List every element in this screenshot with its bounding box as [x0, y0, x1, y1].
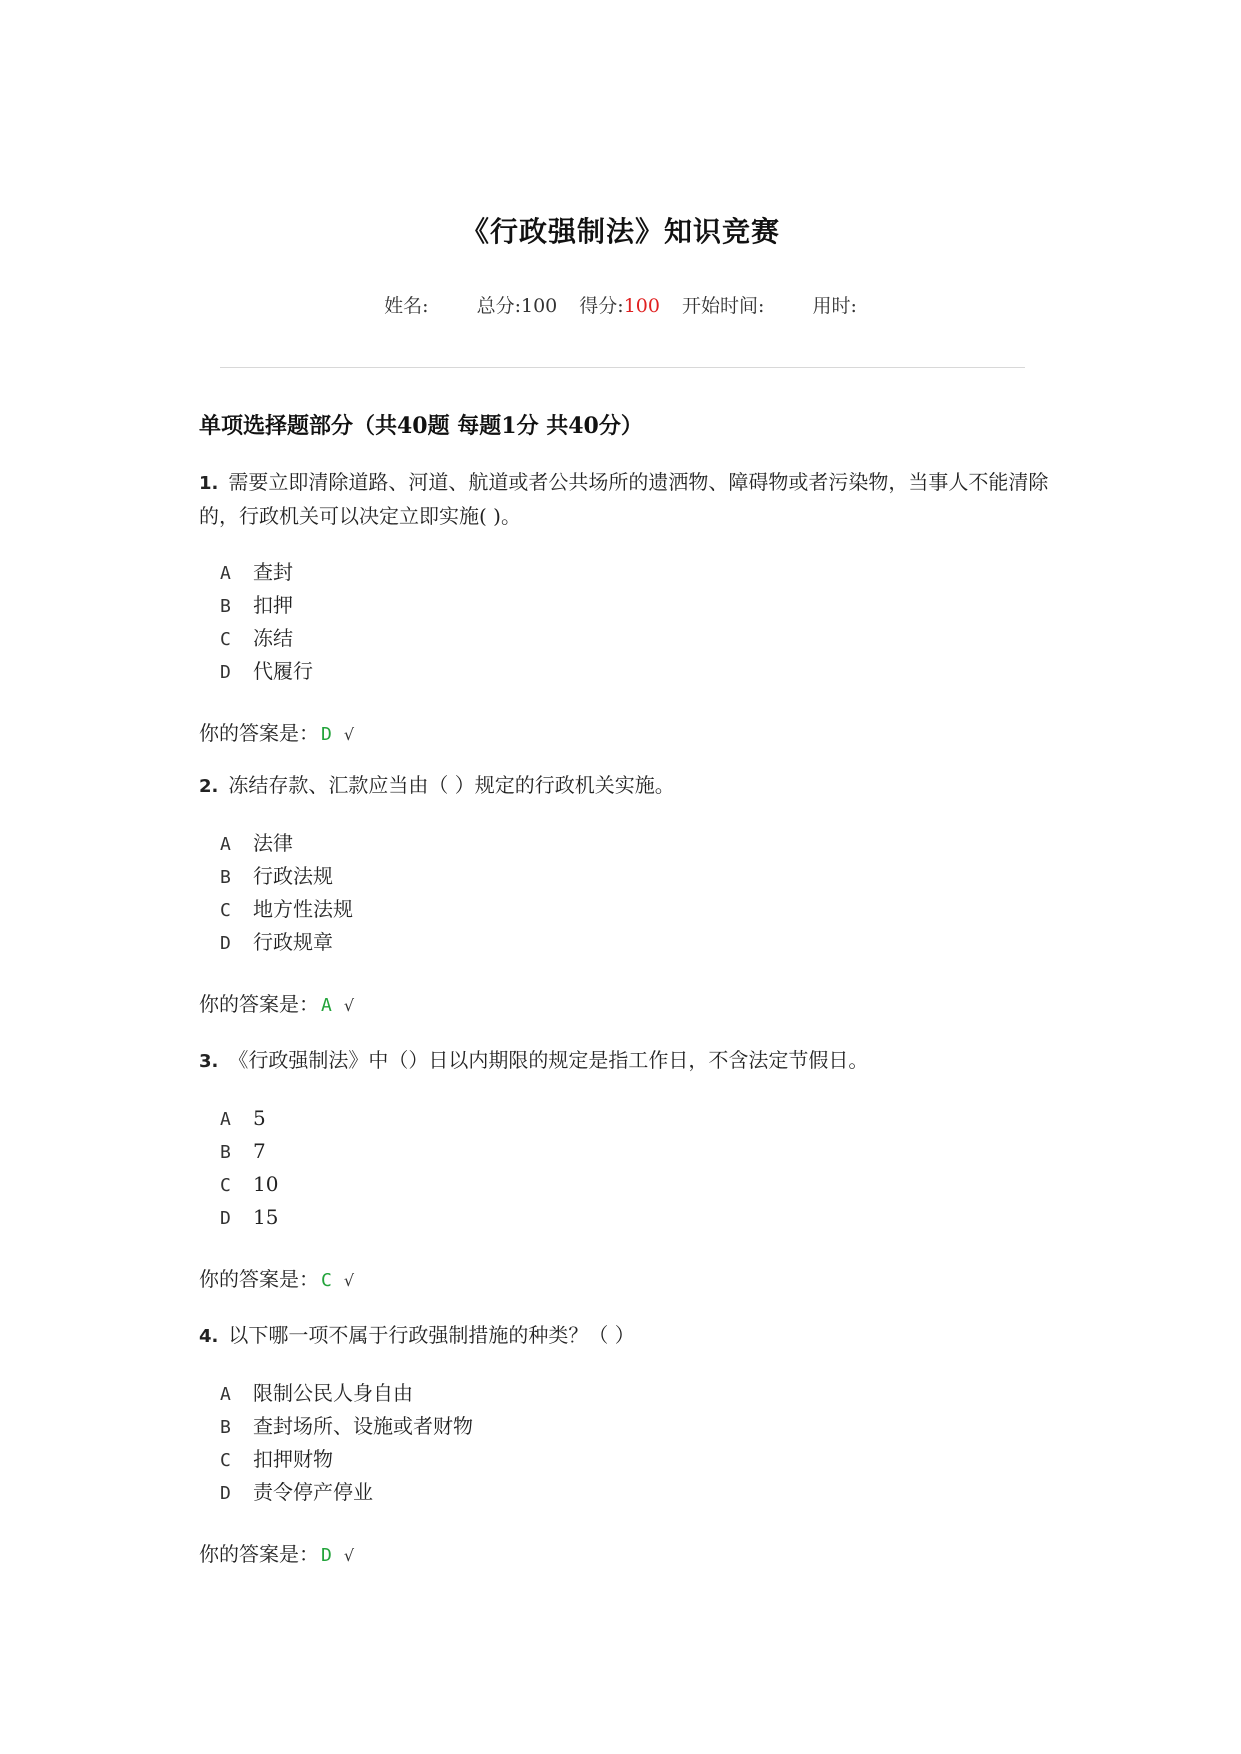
answer-value: D [321, 724, 332, 745]
option-letter: A [220, 1384, 231, 1405]
option-d [220, 1476, 1059, 1509]
option-text: 法律 [253, 831, 293, 855]
question-stem: 需要立即清除道路、河道、航道或者公共场所的遗洒物、障碍物或者污染物，当事人不能清除的，行政机关可以决定立即实施( )。 [199, 470, 1049, 528]
option-a [220, 1377, 1059, 1410]
question-text [199, 1044, 1059, 1078]
exam-info-bar [0, 291, 1241, 318]
option-text: 责令停产停业 [253, 1480, 373, 1504]
obtained-score [579, 291, 660, 318]
your-answer [199, 1538, 1059, 1572]
header-divider [220, 367, 1025, 368]
option-c [220, 893, 1059, 926]
option-d [220, 926, 1059, 959]
question-text [199, 769, 1059, 803]
check-icon: √ [343, 725, 355, 744]
question-4 [199, 1319, 1059, 1572]
option-letter: D [220, 1483, 231, 1504]
option-letter: C [220, 629, 231, 650]
option-text: 地方性法规 [253, 897, 353, 921]
option-d [220, 1201, 1059, 1234]
option-letter: D [220, 662, 231, 683]
question-stem: 以下哪一项不属于行政强制措施的种类？（ ） [228, 1323, 635, 1347]
question-number: 3. [199, 1051, 219, 1072]
answer-value: C [321, 1270, 332, 1291]
option-letter: B [220, 1142, 231, 1163]
answer-label: 你的答案是： [199, 721, 319, 745]
option-letter: A [220, 563, 231, 584]
option-letter: B [220, 867, 231, 888]
option-b [220, 589, 1059, 622]
option-a [220, 556, 1059, 589]
answer-label: 你的答案是： [199, 992, 319, 1016]
option-letter: D [220, 1208, 231, 1229]
question-number: 2. [199, 776, 219, 797]
option-text: 查封场所、设施或者财物 [253, 1414, 473, 1438]
option-letter: C [220, 1175, 231, 1196]
option-b [220, 860, 1059, 893]
option-text: 15 [253, 1205, 279, 1229]
your-answer [199, 1263, 1059, 1297]
option-list [220, 1102, 1059, 1234]
option-letter: A [220, 834, 231, 855]
answer-label: 你的答案是： [199, 1267, 319, 1291]
option-text: 7 [253, 1139, 266, 1163]
name-label: 姓名: [384, 295, 429, 317]
option-letter: D [220, 933, 231, 954]
option-letter: B [220, 596, 231, 617]
question-3 [199, 1044, 1059, 1297]
option-b [220, 1135, 1059, 1168]
answer-value: A [321, 995, 332, 1016]
option-c [220, 1168, 1059, 1201]
answer-value: D [321, 1545, 332, 1566]
option-text: 代履行 [253, 659, 313, 683]
obtained-score-value: 100 [623, 295, 660, 317]
option-text: 限制公民人身自由 [253, 1381, 413, 1405]
option-text: 行政法规 [253, 864, 333, 888]
question-1 [199, 466, 1059, 751]
question-number: 4. [199, 1326, 219, 1347]
option-list [220, 1377, 1059, 1509]
option-c [220, 1443, 1059, 1476]
duration-label: 用时: [812, 295, 857, 317]
obtained-score-label: 得分: [579, 295, 624, 317]
total-score-label: 总分: [476, 295, 521, 317]
option-text: 扣押 [253, 593, 293, 617]
page-title: 《行政强制法》知识竞赛 [460, 215, 780, 248]
option-text: 扣押财物 [253, 1447, 333, 1471]
option-letter: A [220, 1109, 231, 1130]
option-c [220, 622, 1059, 655]
your-answer [199, 717, 1059, 751]
question-2 [199, 769, 1059, 1022]
option-b [220, 1410, 1059, 1443]
check-icon: √ [343, 1546, 355, 1565]
option-a [220, 1102, 1059, 1135]
check-icon: √ [343, 1271, 355, 1290]
option-text: 5 [253, 1106, 266, 1130]
option-list [220, 827, 1059, 959]
option-text: 查封 [253, 560, 293, 584]
total-score [477, 291, 558, 318]
start-time-label: 开始时间: [682, 295, 765, 317]
your-answer [199, 988, 1059, 1022]
option-text: 行政规章 [253, 930, 333, 954]
option-letter: B [220, 1417, 231, 1438]
question-stem: 冻结存款、汇款应当由（ ）规定的行政机关实施。 [228, 773, 675, 797]
question-stem: 《行政强制法》中（）日以内期限的规定是指工作日，不含法定节假日。 [228, 1048, 869, 1072]
question-number: 1. [199, 473, 219, 494]
question-text [199, 466, 1059, 532]
section-title: 单项选择题部分（共40题 每题1分 共40分） [199, 413, 643, 439]
question-text [199, 1319, 1059, 1353]
option-d [220, 655, 1059, 688]
check-icon: √ [343, 996, 355, 1015]
total-score-value: 100 [520, 295, 558, 317]
option-text: 冻结 [253, 626, 293, 650]
option-text: 10 [253, 1172, 279, 1196]
answer-label: 你的答案是： [199, 1542, 319, 1566]
option-letter: C [220, 900, 231, 921]
option-letter: C [220, 1450, 231, 1471]
option-list [220, 556, 1059, 688]
option-a [220, 827, 1059, 860]
